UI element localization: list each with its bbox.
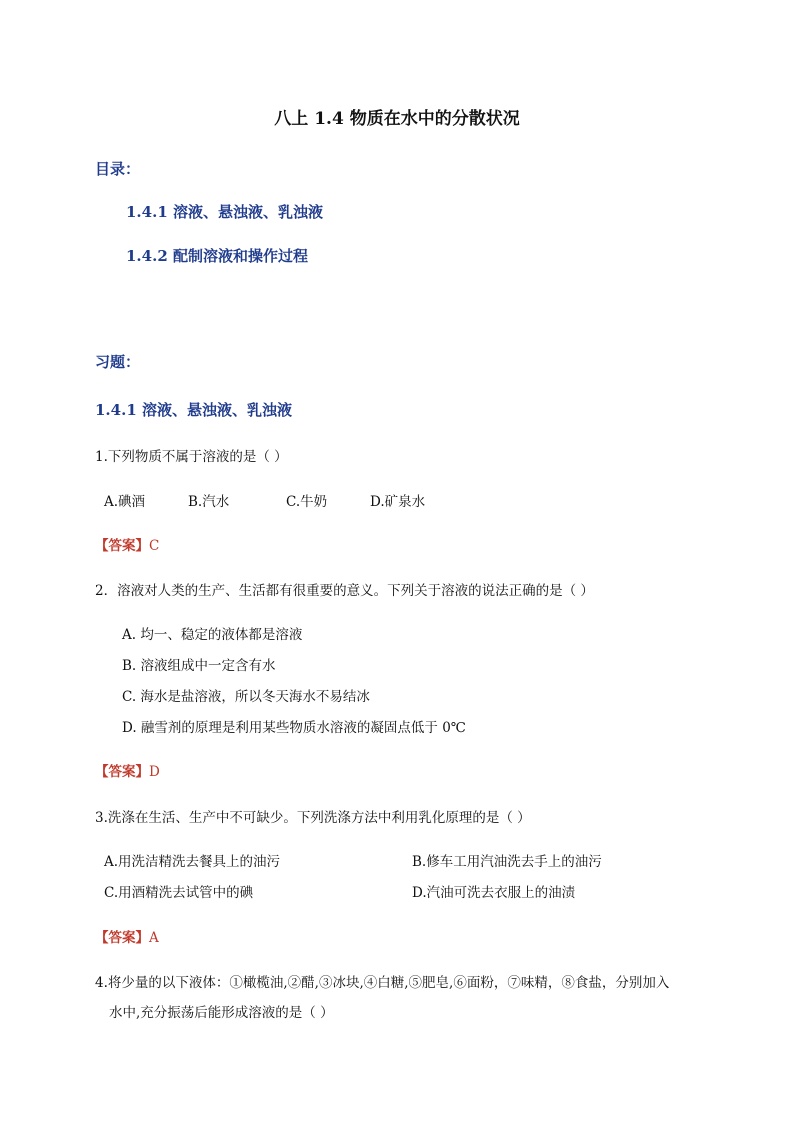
question-4-line-1: 4.将少量的以下液体：①橄榄油,②醋,③冰块,④白糖,⑤肥皂,⑥面粉，⑦味精，⑧食盐，分别加入 [95,975,670,991]
q2-option-d: D. 融雪剂的原理是利用某些物质水溶液的凝固点低于 0℃ [122,720,466,736]
toc-item-2[interactable]: 1.4.2 配制溶液和操作过程 [126,247,308,265]
answer-value: D [149,764,160,780]
q1-option-d: D.矿泉水 [370,494,426,510]
q3-option-d: D.汽油可洗去衣服上的油渍 [412,885,576,901]
answer-label: 【答案】 [95,930,149,946]
question-4-line-2: 水中,充分振荡后能形成溶液的是（ ） [109,1005,334,1021]
question-1: 1.下列物质不属于溶液的是（ ） [95,449,288,465]
q1-option-a: A.碘酒 [104,494,146,510]
answer-value: A [149,930,159,946]
q3-option-a: A.用洗洁精洗去餐具上的油污 [104,854,281,870]
q1-answer [95,534,159,554]
q1-option-b: B.汽水 [188,494,230,510]
answer-value: C [149,538,160,554]
toc-item-1[interactable]: 1.4.1 溶液、悬浊液、乳浊液 [126,203,323,221]
q3-option-b: B.修车工用汽油洗去手上的油污 [412,854,602,870]
question-2: 2．溶液对人类的生产、生活都有很重要的意义。下列关于溶液的说法正确的是（ ） [95,583,594,599]
q2-option-b: B. 溶液组成中一定含有水 [122,658,276,674]
q2-answer [95,760,160,780]
q3-answer [95,926,159,946]
section-heading: 1.4.1 溶液、悬浊液、乳浊液 [95,401,292,419]
toc-heading: 目录： [95,160,141,178]
q1-option-c: C.牛奶 [286,494,328,510]
page-title: 八上 1.4 物质在水中的分散状况 [274,109,520,129]
question-3: 3.洗涤在生活、生产中不可缺少。下列洗涤方法中利用乳化原理的是（ ） [95,810,531,826]
answer-label: 【答案】 [95,538,149,554]
q3-option-c: C.用酒精洗去试管中的碘 [104,885,254,901]
q2-option-c: C. 海水是盐溶液，所以冬天海水不易结冰 [122,689,370,705]
exercises-heading: 习题： [95,353,141,371]
q2-option-a: A. 均一、稳定的液体都是溶液 [122,627,303,643]
answer-label: 【答案】 [95,764,149,780]
